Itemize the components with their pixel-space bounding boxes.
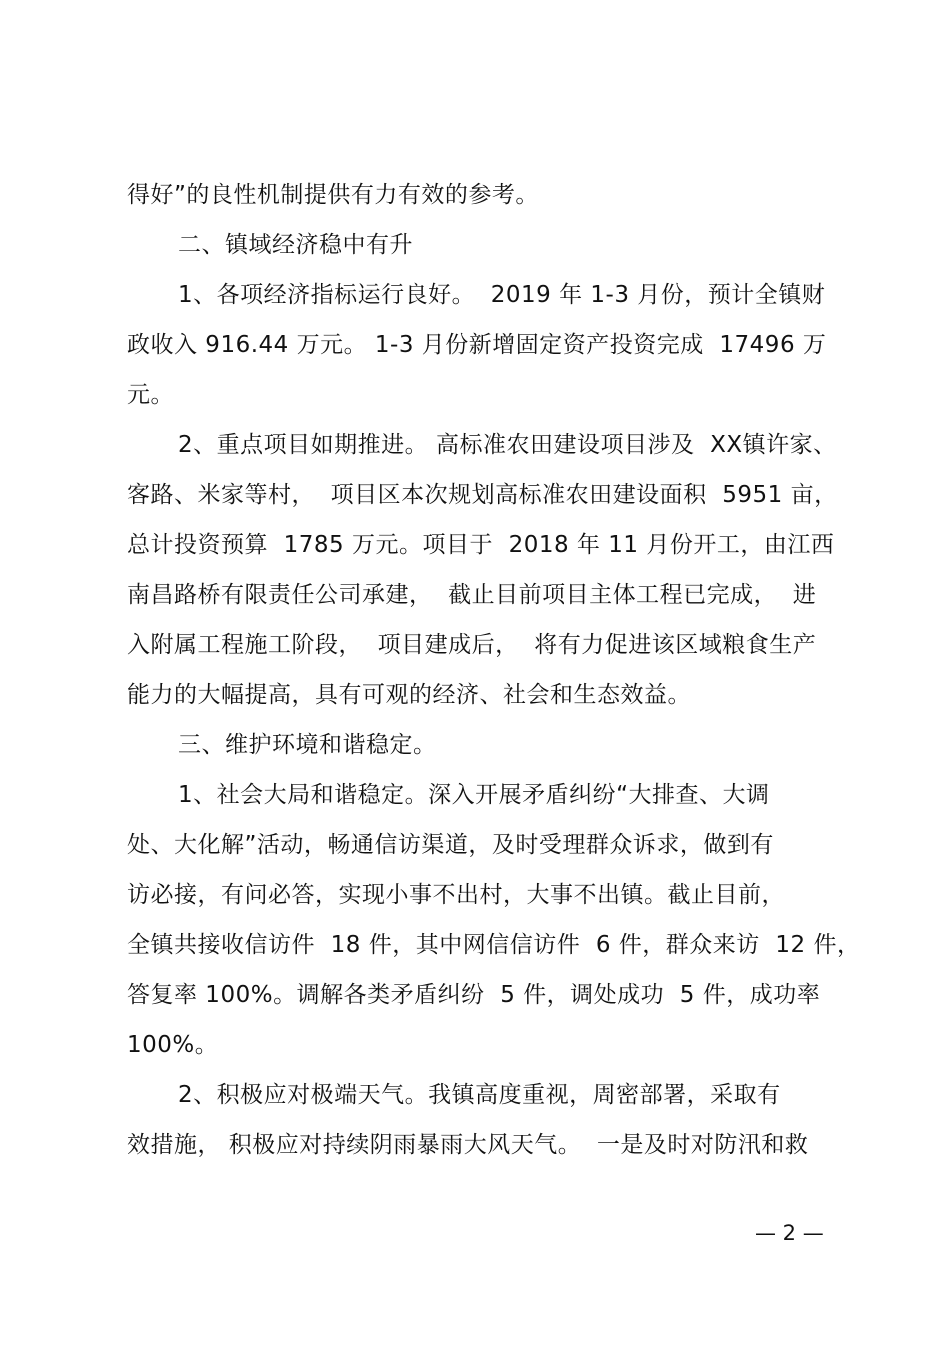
text-line-15: 访必接，有问必答，实现小事不出村，大事不出镇。截止目前， xyxy=(127,882,785,908)
text-line-20: 效措施， 积极应对持续阴雨暴雨大风天气。 一是及时对防汛和救 xyxy=(127,1132,809,1158)
section-heading-3: 三、维护环境和谐稳定。 xyxy=(178,732,437,758)
text-line-5: 元。 xyxy=(127,382,174,408)
text-line-6: 2、重点项目如期推进。 高标准农田建设项目涉及 XX镇许家、 xyxy=(178,432,837,458)
text-line-9: 南昌路桥有限责任公司承建， 截止目前项目主体工程已完成， 进 xyxy=(127,582,817,608)
section-heading-2: 二、镇域经济稳中有升 xyxy=(178,232,413,258)
text-line-4: 政收入 916.44 万元。 1-3 月份新增固定资产投资完成 17496 万 xyxy=(127,332,827,358)
text-line-8: 总计投资预算 1785 万元。项目于 2018 年 11 月份开工，由江西 xyxy=(127,532,835,558)
text-line-16: 全镇共接收信访件 18 件，其中网信信访件 6 件，群众来访 12 件， xyxy=(127,932,861,958)
text-line-7: 客路、米家等村， 项目区本次规划高标准农田建设面积 5951 亩， xyxy=(127,482,838,508)
text-line-19: 2、积极应对极端天气。我镇高度重视，周密部署，采取有 xyxy=(178,1082,781,1108)
text-line-18: 100%。 xyxy=(127,1032,219,1058)
text-line-11: 能力的大幅提高，具有可观的经济、社会和生态效益。 xyxy=(127,682,691,708)
text-line-10: 入附属工程施工阶段， 项目建成后， 将有力促进该区域粮食生产 xyxy=(127,632,817,658)
page-number: — 2 — xyxy=(755,1221,824,1245)
text-line-17: 答复率 100%。调解各类矛盾纠纷 5 件，调处成功 5 件，成功率 xyxy=(127,982,821,1008)
text-line-1: 得好”的良性机制提供有力有效的参考。 xyxy=(127,182,539,208)
text-line-3: 1、各项经济指标运行良好。 2019 年 1-3 月份，预计全镇财 xyxy=(178,282,826,308)
text-line-14: 处、大化解”活动，畅通信访渠道，及时受理群众诉求，做到有 xyxy=(127,832,774,858)
text-line-13: 1、社会大局和谐稳定。深入开展矛盾纠纷“大排查、大调 xyxy=(178,782,770,808)
